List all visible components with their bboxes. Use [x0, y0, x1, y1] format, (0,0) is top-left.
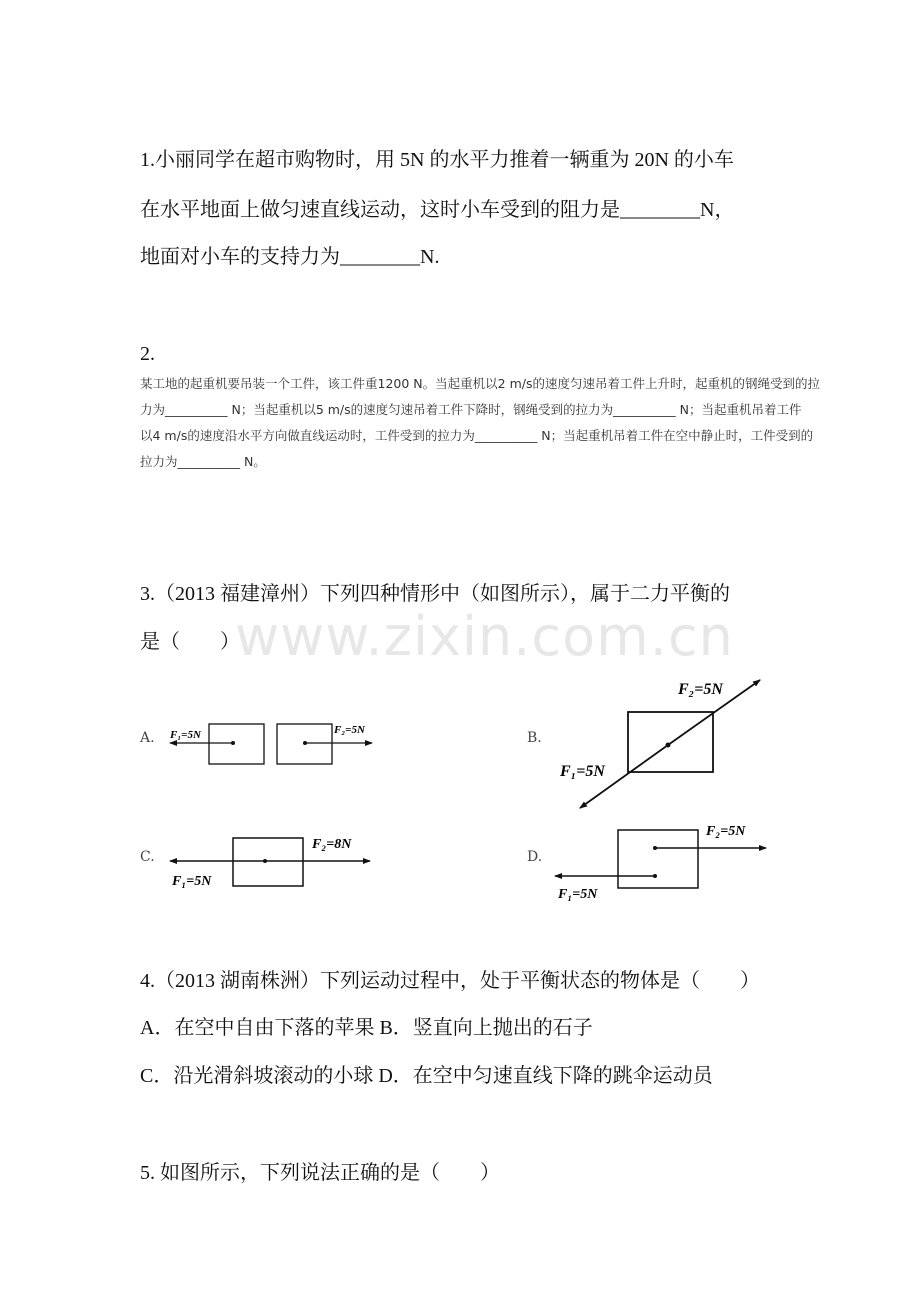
option-a-box-1 — [209, 724, 264, 764]
q2-number: 2. — [140, 343, 155, 365]
option-c-f2-label: F₂=8N — [312, 837, 352, 852]
q1-line-1: 1.小丽同学在超市购物时，用 5N 的水平力推着一辆重为 20N 的小车 — [140, 149, 734, 171]
q4-option-a-b: A．在空中自由下落的苹果 B．竖直向上抛出的石子 — [140, 1017, 593, 1039]
option-a-f2-label: F₂=5N — [334, 724, 365, 736]
option-b-f1-label: F₁=5N — [560, 763, 605, 780]
option-a-f1-label: F₁=5N — [170, 729, 201, 741]
option-d-label: D. — [527, 849, 543, 865]
q2-line-2: 力为__________ N；当起重机以5 m/s的速度匀速吊着工件下降时，钢绳受到的拉力为__________ N；当起重机吊着工件 — [140, 402, 802, 417]
q2-line-3: 以4 m/s的速度沿水平方向做直线运动时，工件受到的拉力为__________ N；当起重机吊着工件在空中静止时，工件受到的 — [140, 428, 814, 443]
option-c-label: C. — [140, 849, 155, 865]
option-b-f2-label: F₂=5N — [678, 681, 723, 698]
q4-line-1: 4.（2013 湖南株洲）下列运动过程中，处于平衡状态的物体是（ ） — [140, 970, 760, 992]
option-a-label: A. — [140, 730, 155, 746]
q3-line-2: 是（ ） — [140, 631, 240, 653]
option-b-label: B. — [527, 730, 542, 746]
option-d-f2-label: F₂=5N — [706, 824, 746, 839]
option-b-box — [628, 712, 713, 772]
option-d-box — [618, 830, 698, 888]
option-d-f1-label: F₁=5N — [558, 887, 598, 902]
option-c-f1-label: F₁=5N — [172, 874, 212, 889]
q2-line-1: 某工地的起重机要吊装一个工件，该工件重1200 N。当起重机以2 m/s的速度匀速吊着工件上升时，起重机的钢绳受到的拉 — [140, 376, 820, 391]
q3-line-1: 3.（2013 福建漳州）下列四种情形中（如图所示），属于二力平衡的 — [140, 583, 730, 605]
q1-line-2: 在水平地面上做匀速直线运动，这时小车受到的阻力是________N， — [140, 199, 735, 221]
watermark: www.zixin.com.cn — [235, 605, 734, 668]
option-c-box — [233, 838, 303, 886]
q4-option-c-d: C．沿光滑斜坡滚动的小球 D．在空中匀速直线下降的跳伞运动员 — [140, 1065, 713, 1087]
q5-line-1: 5. 如图所示，下列说法正确的是（ ） — [140, 1162, 500, 1184]
q2-line-4: 拉力为__________ N。 — [140, 454, 266, 469]
q1-line-3: 地面对小车的支持力为________N. — [140, 246, 440, 268]
